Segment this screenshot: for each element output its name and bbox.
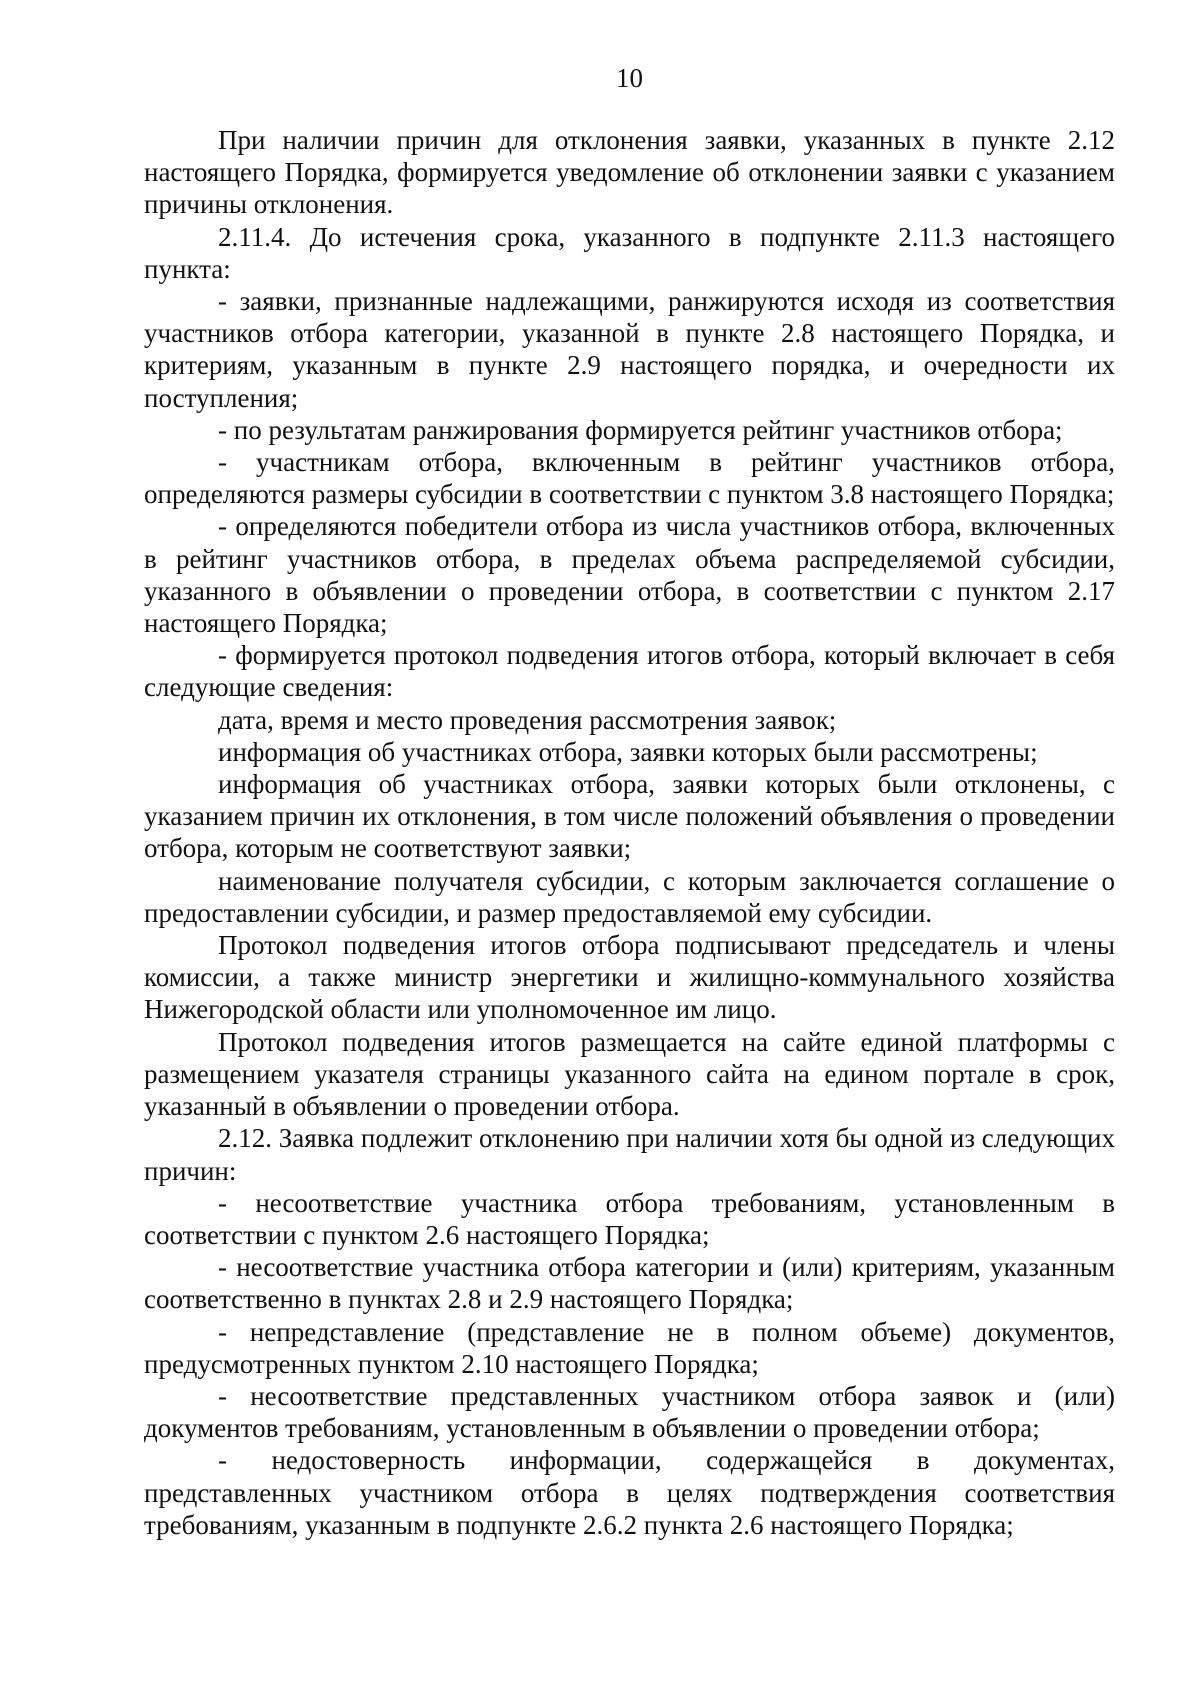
document-page [144,62,1115,1541]
protocol-detail-recipient: наименование получателя субсидии, с которым заключается соглашение о предоставлении субсидии, и размер предоставляемой ему субсидии. [144,865,1115,928]
protocol-detail-reviewed: информация об участниках отбора, заявки которых были рассмотрены; [218,736,1038,767]
protocol-detail-rejected: информация об участниках отбора, заявки которых были отклонены, с указанием причин их отклонения, в том числе положений объявления о проведении отбора, которым не соответствуют заявки; [144,769,1115,864]
list-item-subsidy-size: - участникам отбора, включенным в рейтинг участников отбора, определяются размеры субсидии в соответствии с пунктом 3.8 настоящего Порядка; [144,447,1115,510]
paragraph-2-11-4: 2.11.4. До истечения срока, указанного в подпункте 2.11.3 настоящего пункта: [144,221,1115,284]
paragraph-protocol-signing: Протокол подведения итогов отбора подписывают председатель и члены комиссии, а также министр энергетики и жилищно-коммунального хозяйства Нижегородской области или уполномоченное им лицо. [144,930,1115,1025]
list-item-category-mismatch: - несоответствие участника отбора категории и (или) критериям, указанным соответственно в пунктах 2.8 и 2.9 настоящего Порядка; [144,1252,1115,1315]
list-item-requirements-mismatch: - несоответствие участника отбора требованиям, установленным в соответствии с пунктом 2.6 настоящего Порядка; [144,1187,1115,1250]
list-item-ranking: - заявки, признанные надлежащими, ранжируются исходя из соответствия участников отбора категории, указанной в пункте 2.8 настоящего Порядка, и критериям, указанным в пункте 2.9 настоящего порядка, и очередности их поступления; [144,286,1115,413]
list-item-rating: - по результатам ранжирования формируется рейтинг участников отбора; [218,414,1063,445]
document-body [144,124,1115,1541]
list-item-missing-documents: - непредставление (представление не в полном объеме) документов, предусмотренных пунктом 2.10 настоящего Порядка; [144,1316,1115,1379]
list-item-unreliable-info: - недостоверность информации, содержащейся в документах, представленных участником отбора в целях подтверждения соответствия требованиям, указанным в подпункте 2.6.2 пункта 2.6 настоящего Порядка; [144,1445,1115,1540]
list-item-protocol: - формируется протокол подведения итогов отбора, который включает в себя следующие сведения: [144,640,1115,703]
paragraph-2-12: 2.12. Заявка подлежит отклонению при наличии хотя бы одной из следующих причин: [144,1123,1115,1186]
protocol-detail-date: дата, время и место проведения рассмотрения заявок; [218,704,837,735]
paragraph-rejection-notice: При наличии причин для отклонения заявки, указанных в пункте 2.12 настоящего Порядка, формируется уведомление об отклонении заявки с указанием причины отклонения. [144,125,1115,220]
list-item-documents-mismatch: - несоответствие представленных участником отбора заявок и (или) документов требованиям, установленным в объявлении о проведении отбора; [144,1380,1115,1444]
list-item-winners: - определяются победители отбора из числа участников отбора, включенных в рейтинг участников отбора, в пределах объема распределяемой субсидии, указанного в объявлении о проведении отбора, в соответствии с пунктом 2.17 настоящего Порядка; [144,511,1115,639]
paragraph-protocol-publication: Протокол подведения итогов размещается на сайте единой платформы с размещением указателя страницы указанного сайта на едином портале в срок, указанный в объявлении о проведении отбора. [144,1026,1115,1122]
page-number: 10 [616,63,643,93]
